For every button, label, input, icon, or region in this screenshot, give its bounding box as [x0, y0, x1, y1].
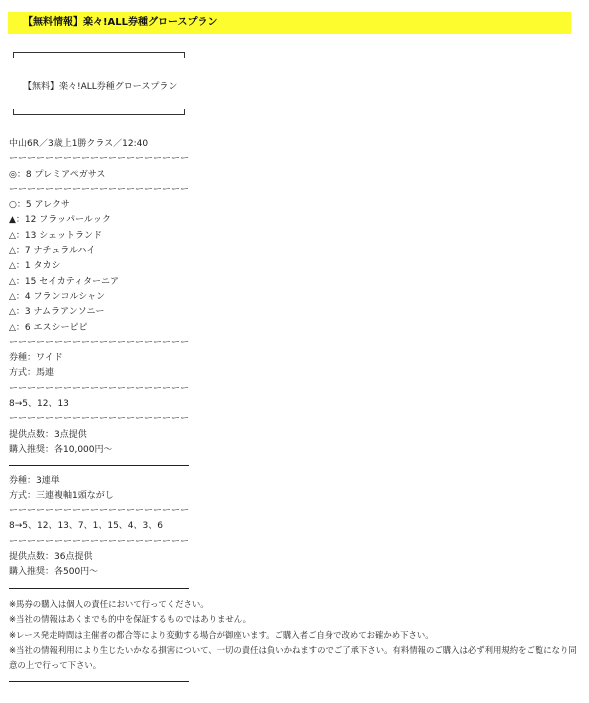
bet-type: 券種：ワイド — [9, 353, 63, 364]
plan-label-box — [13, 52, 185, 115]
pick-renka: △：1 タカシ — [9, 261, 61, 272]
pick-honmei: ◎：8 プレミアペガサス — [9, 169, 106, 180]
dash-divider: ーーーーーーーーーーーーーーーーーーーー — [9, 536, 190, 547]
dash-divider: ーーーーーーーーーーーーーーーーーーーー — [9, 383, 190, 394]
disclaimer-item: ※当社の情報はあくまでも的中を保証するものではありません。 — [9, 614, 252, 625]
pick-tanana: ▲：12 フラッパールック — [9, 215, 111, 226]
dash-divider: ーーーーーーーーーーーーーーーーーーーー — [9, 414, 190, 425]
dash-divider: ーーーーーーーーーーーーーーーーーーーー — [9, 184, 190, 195]
bet-combination: 8→5、12、13 — [9, 399, 69, 410]
race-info: 中山6R／3歳上1勝クラス／12:40 — [9, 139, 149, 149]
disclaimer-notes — [9, 597, 579, 673]
dash-divider: ーーーーーーーーーーーーーーーーーーーー — [9, 337, 190, 348]
bet-type: 券種：3連単 — [9, 475, 60, 486]
bet-combination: 8→5、12、13、7、1、15、4、3、6 — [9, 521, 163, 532]
pick-renka: △：7 ナチュラルハイ — [9, 246, 96, 257]
bet-count: 提供点数：36点提供 — [9, 552, 93, 563]
page-title: 【無料情報】楽々!ALL券種グロースプラン — [8, 12, 571, 34]
pick-renka: △：13 シェットランド — [9, 230, 103, 241]
section-divider — [9, 581, 584, 596]
box-bottom-border — [13, 109, 185, 115]
section-divider — [9, 458, 584, 473]
footer-divider — [9, 681, 189, 682]
bet-count: 提供点数：3点提供 — [9, 429, 87, 440]
dash-divider: ーーーーーーーーーーーーーーーーーーーー — [9, 154, 190, 165]
pick-taikou: ○：5 アレクサ — [9, 200, 70, 211]
pick-renka: △：15 セイカティターニア — [9, 276, 119, 287]
box-top-border — [13, 52, 185, 58]
pick-renka: △：6 エスシーピピ — [9, 322, 88, 333]
disclaimer-item: ※馬券の購入は個人の責任において行ってください。 — [9, 599, 209, 609]
disclaimer-item: ※レース発走時間は主催者の都合等により変動する場合が御座います。ご購入者ご自身で改めてお確かめ下さい。 — [9, 629, 434, 640]
bet-recommended-amount: 購入推奨：各500円〜 — [9, 567, 99, 578]
pick-renka: △：3 ナムラアンソニー — [9, 307, 105, 318]
bet-method: 方式：馬連 — [9, 368, 55, 379]
disclaimer-item: ※当社の情報利用により生じたいかなる損害について、一切の責任は負いかねますのでご了承下さい。有料情報のご購入は必ず利用規約をご覧になり同意の上で行って下さい。 — [9, 644, 577, 671]
bet-method: 方式：三連複軸1頭ながし — [9, 490, 114, 501]
bet-recommended-amount: 購入推奨：各10,000円〜 — [9, 444, 113, 455]
plan-label: 【無料】楽々!ALL券種グロースプラン — [23, 82, 178, 92]
prediction-content — [9, 137, 584, 596]
pick-renka: △：4 フランコルシャン — [9, 291, 106, 302]
dash-divider: ーーーーーーーーーーーーーーーーーーーー — [9, 506, 190, 517]
